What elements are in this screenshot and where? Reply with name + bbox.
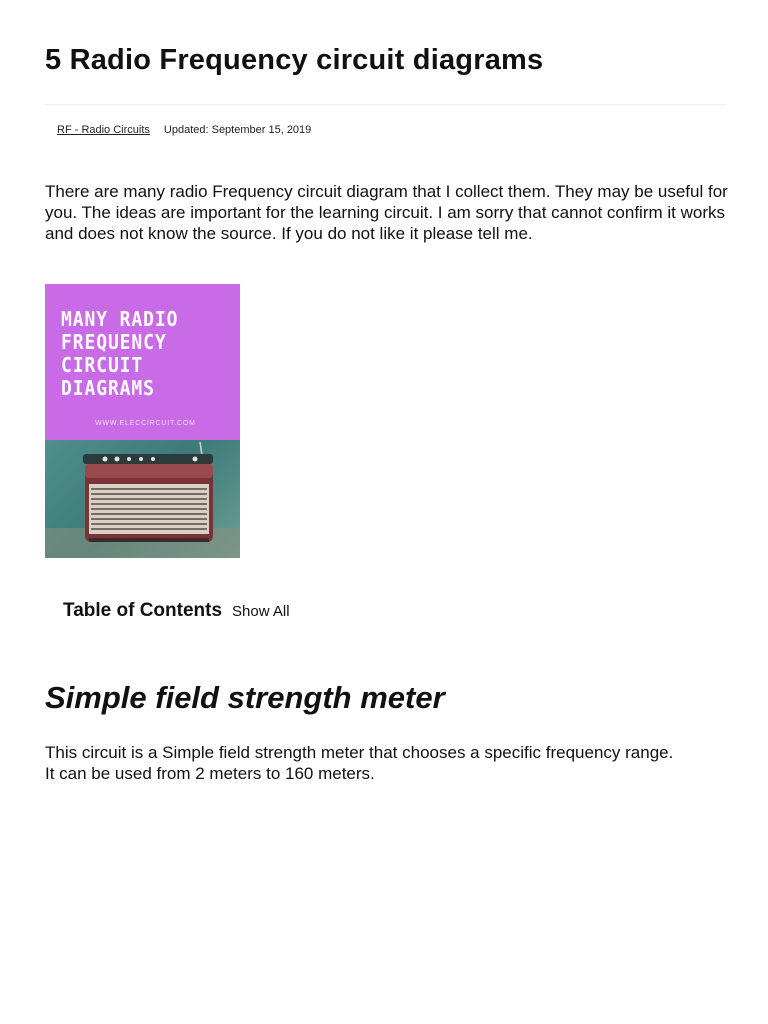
- toc-show-all-button[interactable]: Show All: [232, 603, 290, 620]
- poster-line-3: CIRCUIT: [61, 353, 144, 377]
- poster-line-2: FREQUENCY: [61, 330, 167, 354]
- category-link[interactable]: RF - Radio Circuits: [57, 124, 150, 136]
- poster-line-1: MANY RADIO: [61, 307, 179, 331]
- section-line-2: It can be used from 2 meters to 160 meters.: [45, 764, 375, 783]
- post-meta: [57, 124, 311, 136]
- page-title: 5 Radio Frequency circuit diagrams: [45, 44, 544, 76]
- vintage-radio-icon: [45, 440, 240, 558]
- poster-line-4: DIAGRAMS: [61, 376, 155, 400]
- updated-date: Updated: September 15, 2019: [163, 124, 312, 136]
- featured-image-banner: [45, 284, 240, 440]
- radio-photo: [45, 440, 240, 558]
- table-of-contents: [63, 600, 290, 622]
- section-line-1: This circuit is a Simple field strength meter that chooses a specific frequency range.: [45, 743, 674, 762]
- section-paragraph: [45, 742, 735, 784]
- title-divider: [45, 104, 726, 105]
- section-heading: Simple field strength meter: [45, 680, 445, 715]
- toc-title: Table of Contents: [63, 600, 223, 621]
- featured-image: [45, 284, 240, 558]
- poster-site: WWW.ELECCIRCUIT.COM: [95, 420, 196, 427]
- intro-paragraph: There are many radio Frequency circuit diagram that I collect them. They may be useful for you. The ideas are important for the learning circuit. I am sorry that cannot confirm it works and does not know the source. If you do not like it please tell me.: [45, 182, 728, 243]
